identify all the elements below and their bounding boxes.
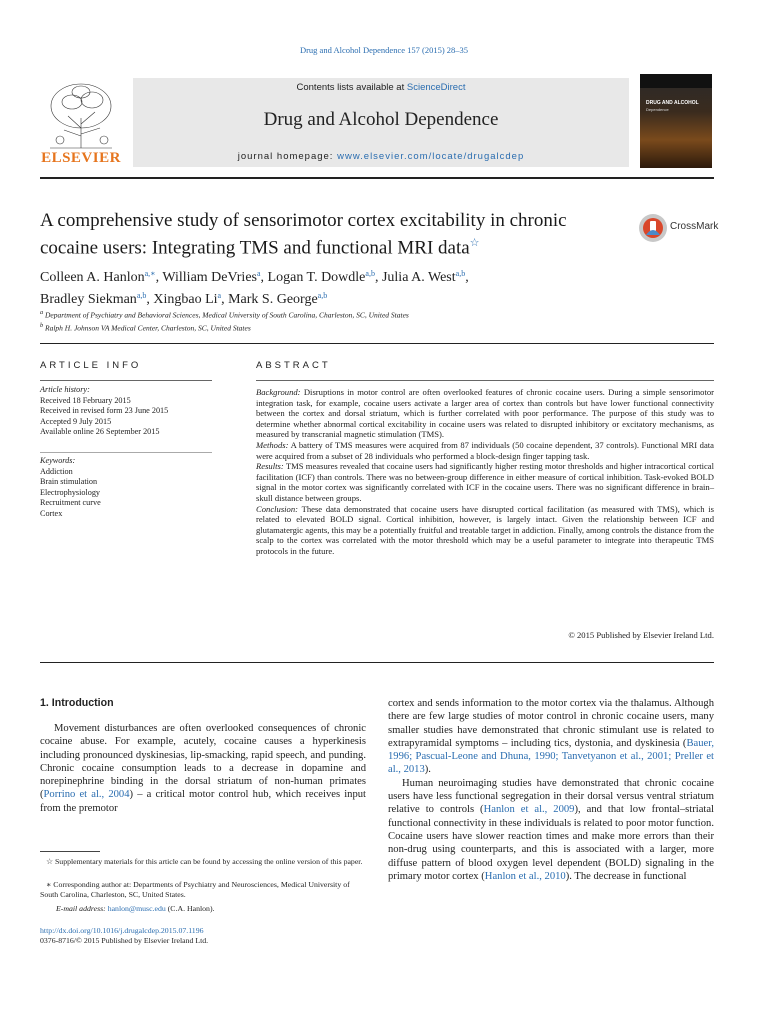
cover-title: DRUG AND ALCOHOL xyxy=(646,100,699,106)
affiliation-mark: b xyxy=(40,321,44,329)
author-affil-mark[interactable]: a xyxy=(256,269,261,278)
abstract-paragraph xyxy=(256,461,714,503)
intro-right-column xyxy=(388,697,714,883)
author-affil-mark[interactable]: a,∗ xyxy=(144,269,156,278)
contents-prefix: Contents lists available at xyxy=(296,82,407,93)
title-star-footnote[interactable]: ☆ xyxy=(469,237,480,249)
author-separator: , xyxy=(260,270,268,285)
author-separator: , xyxy=(155,270,163,285)
abstract-body xyxy=(256,387,714,557)
body-text: Human neuroimaging studies have demonstrated that chronic cocaine users have less functional segregation in their dorsal versus ventral striatum relative to controls ( xyxy=(388,777,714,816)
homepage-prefix: journal homepage: xyxy=(237,151,338,162)
body-text: ). xyxy=(424,764,431,776)
email-link[interactable]: hanlon@musc.edu xyxy=(107,904,166,913)
affiliation-item xyxy=(40,308,640,321)
article-info-rule xyxy=(40,380,212,381)
journal-name: Drug and Alcohol Dependence xyxy=(263,109,499,130)
author-name: Julia A. West xyxy=(381,270,456,285)
intro-paragraph-2 xyxy=(388,777,714,883)
body-text: ), and that low frontal–striatal functional connectivity in these individuals is related to poor motor function. Cocaine users have slower reaction times and make more errors than their non-drug using counterparts, and this is associated with a larger, more diffuse pattern of blood oxygen level dependent (BOLD) signaling in the primary motor cortex ( xyxy=(388,804,714,882)
keywords-label: Keywords: xyxy=(40,456,76,465)
intro-left-column xyxy=(40,722,366,815)
author-separator: , xyxy=(374,270,382,285)
author-separator: , xyxy=(465,270,469,285)
email-suffix: (C.A. Hanlon). xyxy=(165,904,215,913)
abstract-text: These data demonstrated that cocaine users have disrupted cortical facilitation (as measured with TMS), which is related to elevated BOLD signal. Cortical inhibition, however, is largely intact. Given the relationship between ICF and glutamatergic agents, this may be a potentially fruitful and treatable target in addiction. Finally, among controls the distance from the scalp to the cortex was correlated with the motor threshold which may be a useful parameter to integrate into therapeutic TMS protocols in the future. xyxy=(256,503,714,556)
footnote-star-mark: ☆ xyxy=(46,857,53,866)
keyword-item: Recruitment curve xyxy=(40,498,101,508)
footnote-rule xyxy=(40,851,100,852)
cover-subtitle: Dependence xyxy=(646,107,669,112)
footnote-corresponding xyxy=(40,880,366,900)
affil-rule xyxy=(40,343,714,344)
author-name: Colleen A. Hanlon xyxy=(40,270,145,285)
title-line-1: A comprehensive study of sensorimotor cortex excitability in chronic xyxy=(40,210,567,231)
abstract-heading: ABSTRACT xyxy=(256,360,331,371)
citation-link[interactable]: Porrino et al., 2004 xyxy=(43,789,130,801)
footnote-supplementary xyxy=(40,857,366,867)
abstract-copyright: © 2015 Published by Elsevier Ireland Ltd. xyxy=(568,630,714,640)
journal-banner xyxy=(133,78,629,167)
abstract-text: Disruptions in motor control are often overlooked features of chronic cocaine users. During a simple sensorimotor integration task, for example, cocaine users activate a larger area of cortex than controls but have lower functional connectivity between the cortex and dorsal striatum, which is further correlated with poor performance. The purpose of this study was to determine whether abnormal cortical excitability in cocaine users was related to disrupted inhibitory or excitatory mechanisms, as measured by transcranial magnetic stimulation (TMS). xyxy=(256,387,714,440)
author-name: William DeVries xyxy=(162,270,257,285)
abstract-section-label: Methods: xyxy=(256,439,289,450)
intro-paragraph-1 xyxy=(40,722,366,815)
history-item: Accepted 9 July 2015 xyxy=(40,416,112,426)
cover-band xyxy=(640,74,712,88)
abstract-rule xyxy=(256,380,714,381)
citation-link[interactable]: Hanlon et al., 2009 xyxy=(483,804,575,816)
header-rule xyxy=(40,177,714,179)
abstract-text: TMS measures revealed that cocaine users had significantly higher resting motor thresholds and higher intracortical cortical facilitation (ICF) than controls. There was no between-group difference in either measure of cortical inhibition. Task-evoked BOLD signal in the motor cortex was significantly correlated with ICF in the cocaine users. There was no significant difference in brain–skull distance between groups. xyxy=(256,461,714,503)
title-line-2: cocaine users: Integrating TMS and functional MRI data xyxy=(40,237,470,259)
publisher-logo-text: ELSEVIER xyxy=(41,150,121,166)
history-item: Available online 26 September 2015 xyxy=(40,427,160,437)
abstract-bottom-rule xyxy=(40,662,714,663)
crossmark-badge[interactable] xyxy=(638,213,719,243)
keyword-item: Electrophysiology xyxy=(40,487,101,497)
keyword-item: Addiction xyxy=(40,466,73,476)
abstract-paragraph xyxy=(256,387,714,440)
keyword-item: Brain stimulation xyxy=(40,477,98,487)
body-text: ) – a critical motor control hub, which receives input from the premotor xyxy=(40,789,366,814)
affiliation-text: Ralph H. Johnson VA Medical Center, Charleston, SC, United States xyxy=(43,323,251,332)
author-name: Logan T. Dowdle xyxy=(267,270,366,285)
sciencedirect-link[interactable]: ScienceDirect xyxy=(406,82,466,93)
author-separator: , xyxy=(221,292,229,307)
doi-link[interactable]: http://dx.doi.org/10.1016/j.drugalcdep.2015.07.1196 xyxy=(40,926,204,935)
author-affil-mark[interactable]: a,b xyxy=(317,291,328,300)
history-item: Received 18 February 2015 xyxy=(40,395,131,405)
journal-homepage-line xyxy=(133,151,629,162)
email-label: E-mail address: xyxy=(56,904,108,913)
contents-line xyxy=(133,82,629,93)
author-list xyxy=(40,265,640,309)
author-name: Bradley Siekman xyxy=(40,292,137,307)
crossmark-label: CrossMark xyxy=(670,221,719,232)
author-affil-mark[interactable]: a xyxy=(217,291,222,300)
author-name: Xingbao Li xyxy=(153,292,218,307)
author-affil-mark[interactable]: a,b xyxy=(455,269,466,278)
section-heading-introduction: 1. Introduction xyxy=(40,697,114,709)
citation-link[interactable]: Hanlon et al., 2010 xyxy=(484,870,566,882)
abstract-paragraph xyxy=(256,504,714,557)
intro-paragraph-1-cont xyxy=(388,697,714,777)
article-info-heading: ARTICLE INFO xyxy=(40,360,142,371)
affiliation-mark: a xyxy=(40,309,44,316)
author-name: Mark S. George xyxy=(228,292,318,307)
crossmark-icon xyxy=(638,213,668,243)
footnote-star-text: Supplementary materials for this article can be found by accessing the online version of this paper. xyxy=(54,857,363,866)
abstract-section-label: Conclusion: xyxy=(256,503,299,514)
affiliation-item xyxy=(40,321,640,334)
footnote-email xyxy=(40,904,366,914)
history-item: Received in revised form 23 June 2015 xyxy=(40,406,169,416)
abstract-paragraph xyxy=(256,440,714,461)
doi-block xyxy=(40,926,208,946)
keyword-item: Cortex xyxy=(40,508,63,518)
abstract-section-label: Background: xyxy=(256,387,301,397)
history-label: Article history: xyxy=(40,385,90,394)
article-title xyxy=(40,210,620,259)
keywords-rule xyxy=(40,452,212,453)
journal-citation[interactable]: Drug and Alcohol Dependence 157 (2015) 28–35 xyxy=(299,45,469,55)
body-text: Movement disturbances are often overlooked consequences of chronic cocaine abuse. For example, acutely, cocaine causes a hyperkinesis including pronounced dyskinesias, lip-smacking, rapid speech, and punding. Chronic cocaine consumption leads to a decrease in dopamine and norepinephrine binding in the dorsal striatum of non-human primates ( xyxy=(40,723,366,801)
body-text: cortex and sends information to the motor cortex via the thalamus. Although there are few large studies of motor control in chronic cocaine users, many smaller studies have demonstrated that chronic stimulant use is related to extrapyramidal symptoms – including tics, dystonia, and dyskinesia ( xyxy=(388,698,714,749)
abstract-text: A battery of TMS measures were acquired from 87 individuals (50 cocaine dependent, 37 controls). Functional MRI data were acquired from a subset of 28 individuals who performed a block-design finger tapping task. xyxy=(256,439,714,461)
body-text: ). The decrease in functional xyxy=(565,870,687,882)
affiliation-text: Department of Psychiatry and Behavioral Sciences, Medical University of South Carolina, Charleston, SC, United States xyxy=(43,310,409,320)
issn-line: 0376-8716/© 2015 Published by Elsevier Ireland Ltd. xyxy=(40,936,209,945)
abstract-section-label: Results: xyxy=(256,461,284,472)
author-separator: , xyxy=(146,292,154,307)
author-affil-mark[interactable]: a,b xyxy=(365,269,375,278)
homepage-link[interactable]: www.elsevier.com/locate/drugalcdep xyxy=(337,151,525,162)
footnote-corr-text: Corresponding author at: Departments of Psychiatry and Neurosciences, Medical University of South Carolina, Charleston, SC, United States. xyxy=(40,880,350,899)
author-affil-mark[interactable]: a,b xyxy=(136,291,147,300)
article-history xyxy=(40,385,212,438)
journal-cover-image xyxy=(640,74,712,168)
footnote-corr-mark: ∗ xyxy=(46,880,52,889)
keywords-block xyxy=(40,456,212,520)
citation-link[interactable]: Bauer, 1996; Pascual-Leone and Dhuna, 1990; Tanvetyanon et al., 2001; Preller et al., 2013 xyxy=(388,737,714,776)
affiliations xyxy=(40,308,640,333)
